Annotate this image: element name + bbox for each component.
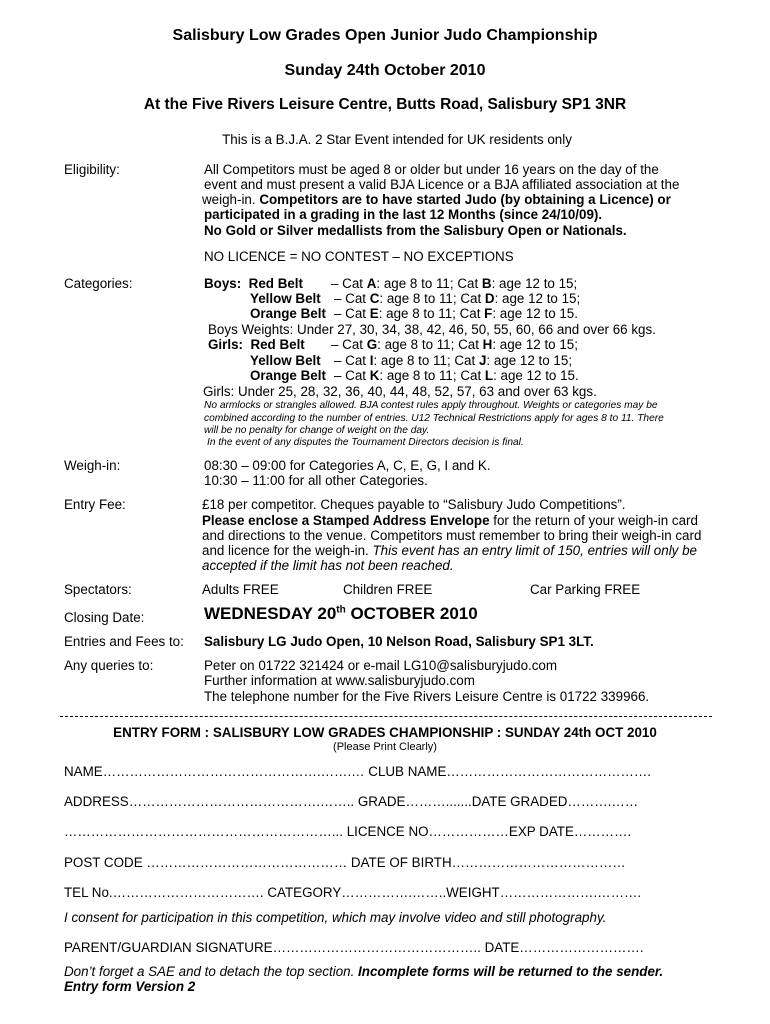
form-row-signature[interactable]: PARENT/GUARDIAN SIGNATURE……………………………………….. DATE……………………….	[64, 940, 644, 955]
eligibility-line: participated in a grading in the last 12 Months (since 24/10/09).	[204, 207, 603, 222]
form-row-postcode[interactable]: POST CODE ……………………………………… DATE OF BIRTH…………………………………	[64, 855, 626, 870]
spectators-children: Children FREE	[343, 582, 433, 597]
girls-yellow-belt: Yellow Belt	[250, 353, 321, 368]
entry-form-subtitle: (Please Print Clearly)	[333, 741, 437, 753]
girls-weights: Girls: Under 25, 28, 32, 36, 40, 44, 48, 52, 57, 63 and over 63 kgs.	[203, 384, 597, 399]
boys-weights: Boys Weights: Under 27, 30, 34, 38, 42, 46, 50, 55, 60, 66 and over 66 kgs.	[208, 322, 656, 337]
girls-orange-belt: Orange Belt	[250, 368, 326, 383]
eligibility-label: Eligibility:	[64, 162, 120, 177]
queries-line: Further information at www.salisburyjudo.com	[204, 673, 475, 688]
form-version: Entry form Version 2	[64, 979, 196, 994]
consent-text: I consent for participation in this competition, which may involve video and still photography.	[64, 910, 607, 925]
car-parking: Car Parking FREE	[530, 582, 641, 597]
detach-line	[60, 716, 712, 717]
rules-note: combined according to the number of entries. U12 Technical Restrictions apply for ages 8 to 11. There	[204, 413, 664, 424]
girls-red-cats: – Cat G: age 8 to 11; Cat H: age 12 to 15;	[331, 337, 578, 352]
spectators-label: Spectators:	[64, 582, 132, 597]
entry-fee-line: £18 per competitor. Cheques payable to “Salisbury Judo Competitions”.	[202, 497, 626, 512]
entry-fee-line: Please enclose a Stamped Address Envelope for the return of your weigh-in card	[202, 513, 698, 528]
weigh-in-line: 10:30 – 11:00 for all other Categories.	[204, 473, 428, 488]
boys-yellow-cats: – Cat C: age 8 to 11; Cat D: age 12 to 15;	[334, 291, 581, 306]
event-date: Sunday 24th October 2010	[284, 62, 486, 79]
page-title: Salisbury Low Grades Open Junior Judo Championship	[172, 27, 598, 44]
form-row-tel[interactable]: TEL No.……………………………. CATEGORY…………….……..WEIGHT………………….……….	[64, 885, 642, 900]
eligibility-line: All Competitors must be aged 8 or older but under 16 years on the day of the	[204, 162, 659, 177]
boys-red-row: Boys: Red Belt	[204, 276, 303, 291]
rules-note: No armlocks or strangles allowed. BJA contest rules apply throughout. Weights or categories may be	[204, 400, 658, 411]
form-row-address[interactable]: ADDRESS…………………………………….…….. GRADE……….......DATE GRADED……….……	[64, 794, 639, 809]
entry-fee-line: accepted if the limit has not been reached.	[202, 558, 454, 573]
eligibility-line: No Gold or Silver medallists from the Salisbury Open or Nationals.	[204, 223, 627, 238]
weigh-in-line: 08:30 – 09:00 for Categories A, C, E, G, I and K.	[204, 458, 491, 473]
boys-orange-cats: – Cat E: age 8 to 11; Cat F: age 12 to 15.	[334, 306, 578, 321]
event-note: This is a B.J.A. 2 Star Event intended for UK residents only	[222, 132, 572, 147]
entries-to-address: Salisbury LG Judo Open, 10 Nelson Road, Salisbury SP1 3LT.	[204, 634, 594, 649]
queries-line: Peter on 01722 321424 or e-mail LG10@salisburyjudo.com	[204, 658, 558, 673]
queries-label: Any queries to:	[64, 658, 154, 673]
girls-red-row: Girls: Red Belt	[208, 337, 305, 352]
rules-note: In the event of any disputes the Tournament Directors decision is final.	[207, 437, 524, 448]
entry-form-title: ENTRY FORM : SALISBURY LOW GRADES CHAMPIONSHIP : SUNDAY 24th OCT 2010	[113, 725, 657, 740]
entry-fee-label: Entry Fee:	[64, 497, 126, 512]
girls-orange-cats: – Cat K: age 8 to 11; Cat L: age 12 to 15.	[334, 368, 579, 383]
eligibility-line: weigh-in. Competitors are to have started Judo (by obtaining a Licence) or	[202, 192, 671, 207]
boys-yellow-belt: Yellow Belt	[250, 291, 321, 306]
form-row-name[interactable]: NAME………………………………………….…….… CLUB NAME……………………………………….	[64, 764, 651, 779]
weigh-in-label: Weigh-in:	[64, 458, 121, 473]
licence-rule: NO LICENCE = NO CONTEST – NO EXCEPTIONS	[204, 249, 514, 264]
boys-red-cats: – Cat A: age 8 to 11; Cat B: age 12 to 15;	[331, 276, 578, 291]
rules-note: will be no penalty for change of weight on the day.	[204, 425, 430, 436]
closing-date-value: WEDNESDAY 20th OCTOBER 2010	[204, 604, 478, 623]
form-footer-note: Don’t forget a SAE and to detach the top section. Incomplete forms will be returned to the sender.	[64, 964, 664, 979]
boys-orange-belt: Orange Belt	[250, 306, 326, 321]
categories-label: Categories:	[64, 276, 133, 291]
entry-fee-line: and directions to the venue. Competitors must remember to bring their weigh-in card	[202, 528, 702, 543]
entries-to-label: Entries and Fees to:	[64, 634, 184, 649]
entry-fee-line: and licence for the weigh-in. This event has an entry limit of 150, entries will only be	[202, 543, 697, 558]
girls-yellow-cats: – Cat I: age 8 to 11; Cat J: age 12 to 15;	[334, 353, 573, 368]
form-row-licence[interactable]: ……………………………………………………... LICENCE NO………………EXP DATE………….	[64, 824, 632, 839]
queries-line: The telephone number for the Five Rivers Leisure Centre is 01722 339966.	[204, 689, 650, 704]
eligibility-line: event and must present a valid BJA Licence or a BJA affiliated association at the	[204, 177, 680, 192]
event-venue: At the Five Rivers Leisure Centre, Butts Road, Salisbury SP1 3NR	[143, 96, 627, 113]
spectators-adults: Adults FREE	[202, 582, 279, 597]
closing-date-label: Closing Date:	[64, 610, 145, 625]
